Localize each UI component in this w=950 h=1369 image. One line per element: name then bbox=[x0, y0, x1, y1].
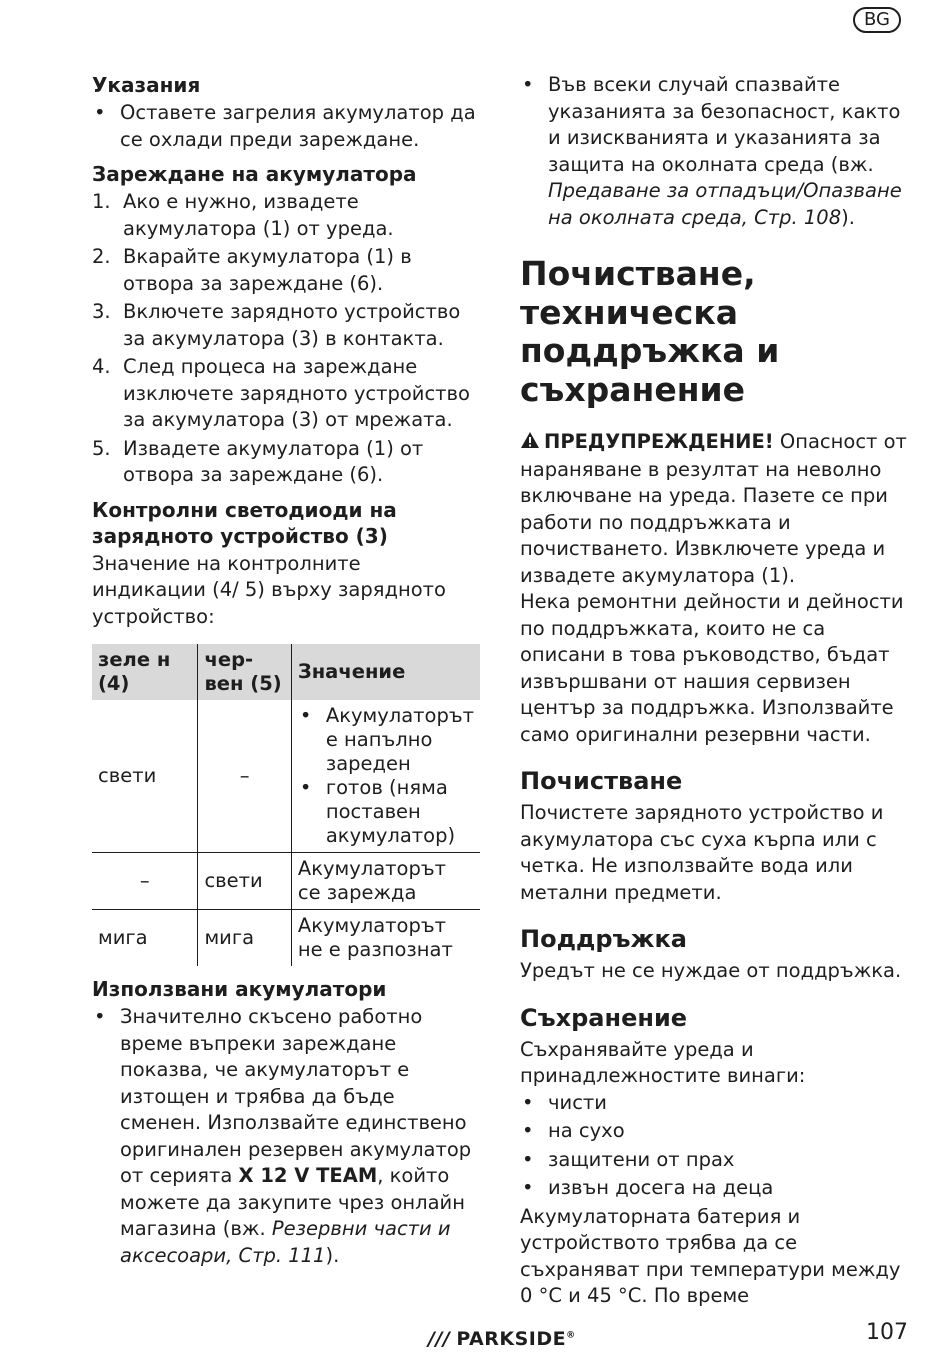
registered-mark: ® bbox=[566, 1330, 576, 1341]
warning-paragraph bbox=[520, 429, 908, 589]
repair-paragraph: Нека ремонтни дейности и дейности по поддръжката, които не са описани в това ръководство, бъдат извършвани от нашия сервизен център за поддръжка. Използвайте само оригинални резервни части. bbox=[520, 590, 904, 746]
page-number: 107 bbox=[866, 1320, 908, 1345]
cell-red: свети bbox=[198, 853, 291, 910]
list-item: • Акумулаторът е напълно зареден bbox=[298, 704, 474, 776]
env-text: ). bbox=[841, 205, 855, 229]
list-item: • Оставете загрелия акумулатор да се охлади преди зареждане. bbox=[92, 100, 480, 153]
table-row bbox=[92, 910, 480, 967]
charging-heading: Зареждане на акумулатора bbox=[92, 162, 417, 186]
used-text: ). bbox=[325, 1243, 340, 1267]
led-table bbox=[92, 644, 480, 966]
maintenance-heading: Поддръжка bbox=[520, 925, 687, 953]
table-row bbox=[92, 853, 480, 910]
cell-green: – bbox=[92, 853, 198, 910]
list-item: • на сухо bbox=[520, 1118, 908, 1145]
charging-steps bbox=[92, 189, 480, 489]
env-text: Във всеки случай спазвайте указанията за безопасност, както и изискванията и указанията за защита на околната среда (вж. bbox=[548, 73, 901, 176]
cleaning-paragraph: Почистете зарядното устройство и акумулатора със суха кърпа или с четка. Не използвайте вода или метални предмети. bbox=[520, 801, 884, 904]
list-item bbox=[92, 1004, 480, 1269]
warning-icon bbox=[520, 430, 540, 457]
table-row bbox=[92, 700, 480, 853]
left-column bbox=[92, 72, 480, 1269]
used-text: , който можете да закупите чрез онлайн магазина (вж. bbox=[120, 1164, 465, 1240]
list-item: • готов (няма поставен акумулатор) bbox=[298, 776, 474, 848]
storage-paragraph: Акумулаторната батерия и устройството трябва да се съхраняват при температури между 0 °C и 45 °C. По време bbox=[520, 1204, 901, 1307]
column-header: чер- вен (5) bbox=[198, 644, 291, 700]
notes-heading: Указания bbox=[92, 73, 201, 97]
table-header-row bbox=[92, 644, 480, 700]
list-item: • чисти bbox=[520, 1090, 908, 1117]
used-text: Значително скъсено работно време въпреки зареждане показва, че акумулаторът е изтощен и трябва да бъде сменен. Използвайте единствено оригинален резервен акумулатор от серията bbox=[120, 1005, 472, 1187]
column-header: Значение bbox=[291, 644, 480, 700]
cell-meaning: Акумулаторът се зарежда bbox=[291, 853, 480, 910]
step-number: 4. bbox=[92, 355, 111, 378]
cleaning-heading: Почистване bbox=[520, 767, 683, 795]
logo-slashes: /// bbox=[428, 1328, 451, 1350]
cell-red: – bbox=[198, 700, 291, 853]
language-badge: BG bbox=[853, 7, 901, 33]
step-number: 2. bbox=[92, 245, 111, 268]
storage-heading: Съхранение bbox=[520, 1003, 688, 1032]
step-text: Вкарайте акумулатора (1) в отвора за зареждане (6). bbox=[123, 245, 412, 295]
brand-name: PARKSIDE bbox=[456, 1328, 567, 1350]
warning-label: ПРЕДУПРЕЖДЕНИЕ! bbox=[544, 430, 774, 453]
step-text: Ако е нужно, извадете акумулатора (1) от уреда. bbox=[123, 190, 394, 240]
meaning-list bbox=[298, 704, 474, 848]
main-heading: Почистване, техническа поддръжка и съхранение bbox=[520, 254, 780, 409]
list-item: • извън досега на деца bbox=[520, 1175, 908, 1202]
step-number: 1. bbox=[92, 190, 111, 213]
list-item bbox=[92, 299, 480, 352]
storage-intro: Съхранявайте уреда и принадлежностите винаги: bbox=[520, 1037, 806, 1087]
maintenance-paragraph: Уредът не се нуждае от поддръжка. bbox=[520, 959, 902, 982]
cross-reference: Предаване за отпадъци/Опазване на околната среда, Стр. 108 bbox=[548, 179, 902, 229]
list-item bbox=[92, 189, 480, 242]
cell-green: мига bbox=[92, 910, 198, 967]
used-batteries-list bbox=[92, 1004, 480, 1269]
cell-meaning: Акумулаторът не е разпознат bbox=[291, 910, 480, 967]
step-number: 5. bbox=[92, 436, 111, 460]
cell-meaning bbox=[291, 700, 480, 853]
storage-list bbox=[520, 1090, 908, 1202]
led-heading: Контролни светодиоди на зарядното устройство (3) bbox=[92, 497, 397, 548]
battery-series: X 12 V TEAM bbox=[238, 1164, 378, 1187]
cell-red: мига bbox=[198, 910, 291, 967]
step-text: След процеса на зареждане изключете зарядното устройство за акумулатора (3) от мрежата. bbox=[123, 355, 470, 431]
notes-list bbox=[92, 100, 480, 153]
step-text: Включете зарядното устройство за акумулатора (3) в контакта. bbox=[123, 300, 461, 350]
cross-reference: Резервни части и аксесоари, Стр. 111 bbox=[120, 1217, 451, 1267]
env-list bbox=[520, 72, 908, 231]
step-number: 3. bbox=[92, 300, 111, 323]
list-item bbox=[92, 436, 480, 489]
list-item bbox=[520, 72, 908, 231]
brand-logo bbox=[428, 1328, 576, 1350]
cell-green: свети bbox=[98, 764, 157, 787]
list-item: • защитени от прах bbox=[520, 1147, 908, 1174]
warning-text: Опасност от нараняване в резултат на неволно включване на уреда. Пазете се при работи по поддръжката и почистването. Извключете уреда и извадете акумулатора (1). bbox=[520, 430, 907, 587]
list-item bbox=[92, 244, 480, 297]
column-header: зеле н (4) bbox=[92, 644, 198, 700]
led-intro: Значение на контролните индикации (4/ 5) върху зарядното устройство: bbox=[92, 551, 446, 628]
used-batteries-heading: Използвани акумулатори bbox=[92, 977, 387, 1001]
right-column bbox=[520, 72, 908, 1310]
step-text: Извадете акумулатора (1) от отвора за зареждане (6). bbox=[123, 436, 424, 486]
list-item bbox=[92, 354, 480, 434]
